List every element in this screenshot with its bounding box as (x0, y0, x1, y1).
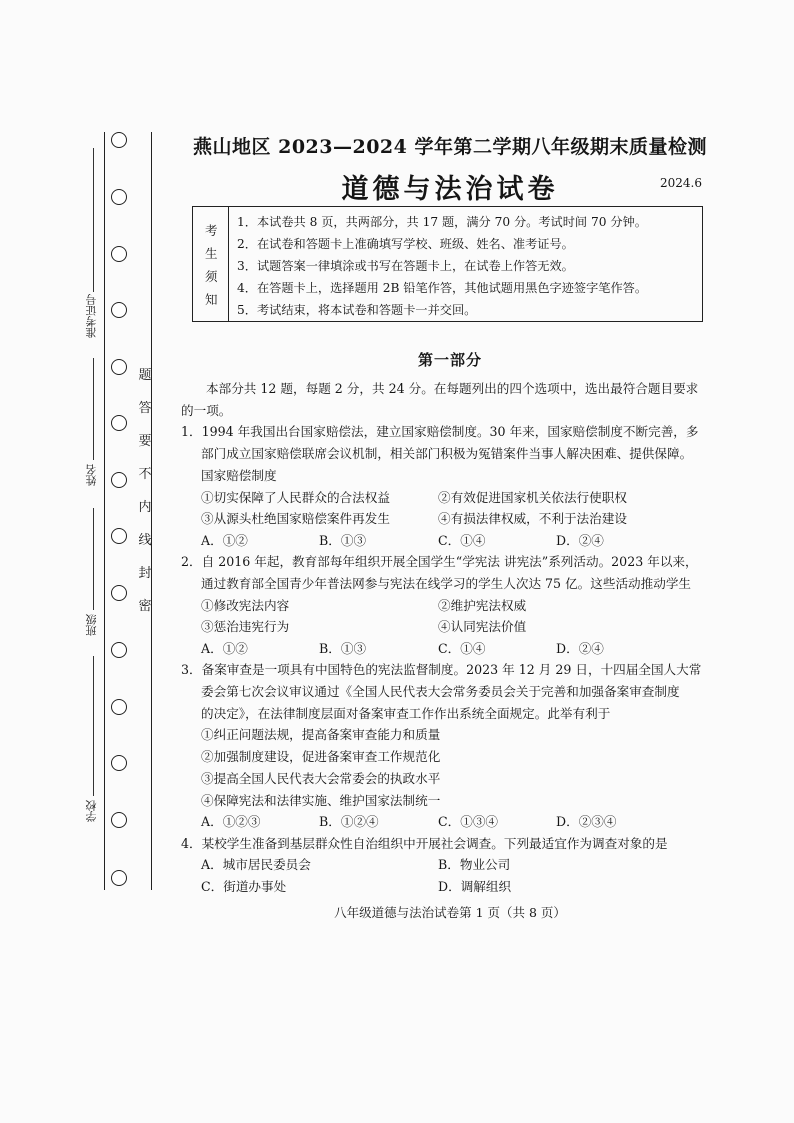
q1-stem: 1．1994 年我国出台国家赔偿法，建立国家赔偿制度。30 年来，国家赔偿制度不断完善，多 (181, 424, 699, 439)
binding-hole-icon (111, 132, 127, 148)
binding-hole-icon (111, 812, 127, 828)
candidate-notice-box (192, 206, 703, 322)
q2-stem: 通过教育部全国青少年普法网参与宪法在线学习的学生人次达 75 亿。这些活动推动学生 (201, 576, 692, 591)
q3-option-b[interactable]: B．①②④ (319, 814, 379, 829)
q3-statement: ①纠正问题法规，提高备案审查能力和质量 (201, 727, 441, 742)
label-exam-number: 准考证号 (85, 294, 98, 338)
notice-item: 1．本试卷共 8 页，共两部分，共 17 题，满分 70 分。考试时间 70 分钟。 (237, 215, 647, 229)
binding-hole-icon (111, 472, 127, 488)
notice-label-char: 考 (205, 223, 218, 238)
q1-option-d[interactable]: D．②④ (556, 533, 604, 548)
q2-stem: 2．自 2016 年起，教育部每年组织开展全国学生“学宪法 讲宪法”系列活动。2023 年以来， (181, 554, 698, 569)
notice-label-char: 知 (205, 292, 218, 307)
q3-option-c[interactable]: C．①③④ (438, 814, 499, 829)
q2-statement: ③惩治违宪行为 (201, 619, 290, 634)
q3-stem: 的决定》，在法律制度层面对备案审查工作作出系统全面规定。此举有利于 (201, 706, 611, 721)
notice-label-char: 生 (205, 246, 218, 261)
binding-hole-icon (111, 359, 127, 375)
binding-hole-icon (111, 642, 127, 658)
q3-statement: ③提高全国人民代表大会常委会的执政水平 (201, 771, 441, 786)
notice-item: 5．考试结束，将本试卷和答题卡一并交回。 (237, 303, 477, 317)
q3-stem: 委会第七次会议审议通过《全国人民代表大会常务委员会关于完善和加强备案审查制度 (201, 684, 680, 699)
fill-line-school[interactable] (93, 656, 94, 796)
binding-line-left (104, 132, 105, 890)
q1-option-c[interactable]: C．①④ (438, 533, 486, 548)
q1-option-a[interactable]: A．①② (201, 533, 248, 548)
seal-char: 不 (138, 467, 152, 482)
q3-option-a[interactable]: A．①②③ (201, 814, 261, 829)
part-title: 第一部分 (417, 351, 482, 369)
q1-stem: 国家赔偿制度 (201, 468, 277, 483)
binding-hole-icon (111, 189, 127, 205)
binding-hole-icon (111, 415, 127, 431)
q2-statement: ④认同宪法价值 (438, 619, 527, 634)
q2-statement: ②维护宪法权威 (438, 598, 527, 613)
exam-title: 燕山地区 2023—2024 学年第二学期八年级期末质量检测 (193, 136, 707, 158)
q2-statement: ①修改宪法内容 (201, 598, 290, 613)
notice-item: 4．在答题卡上，选择题用 2B 铅笔作答，其他试题用黑色字迹签字笔作答。 (237, 281, 648, 295)
seal-char: 答 (138, 401, 152, 416)
notice-label (193, 207, 229, 321)
q2-option-b[interactable]: B．①③ (319, 641, 367, 656)
exam-date: 2024.6 (660, 176, 702, 190)
binding-hole-icon (111, 585, 127, 601)
label-class: 班级 (85, 614, 98, 636)
q4-option-a[interactable]: A．城市居民委员会 (201, 857, 311, 872)
binding-hole-icon (111, 302, 127, 318)
seal-char: 题 (138, 368, 152, 383)
seal-char: 线 (138, 533, 152, 548)
q3-statement: ②加强制度建设，促进备案审查工作规范化 (201, 749, 441, 764)
q1-option-b[interactable]: B．①③ (319, 533, 367, 548)
notice-item: 2．在试卷和答题卡上准确填写学校、班级、姓名、准考证号。 (237, 237, 574, 251)
q3-stem: 3．备案审查是一项具有中国特色的宪法监督制度。2023 年 12 月 29 日，十四届全国人大常 (181, 662, 702, 677)
binding-hole-icon (111, 755, 127, 771)
q4-option-b[interactable]: B．物业公司 (438, 857, 511, 872)
q2-option-a[interactable]: A．①② (201, 641, 248, 656)
notice-list (237, 212, 696, 322)
q1-statement: ③从源头杜绝国家赔偿案件再发生 (201, 511, 390, 526)
fill-line-name[interactable] (93, 358, 94, 460)
notice-label-char: 须 (205, 269, 218, 284)
label-school: 学校 (85, 800, 98, 822)
seal-char: 密 (138, 599, 152, 614)
q4-option-c[interactable]: C．街道办事处 (201, 879, 287, 894)
binding-hole-icon (111, 528, 127, 544)
fill-line-exam-number[interactable] (93, 148, 94, 292)
q1-statement: ④有损法律权威，不利于法治建设 (438, 511, 627, 526)
notice-item: 3．试题答案一律填涂或书写在答题卡上，在试卷上作答无效。 (237, 259, 574, 273)
q4-stem: 4．某校学生准备到基层群众性自治组织中开展社会调查。下列最适宜作为调查对象的是 (181, 836, 668, 851)
q1-stem: 部门成立国家赔偿联席会议机制，相关部门积极为冤错案件当事人解决困难、提供保障。 (201, 446, 693, 461)
part-intro: 本部分共 12 题，每题 2 分，共 24 分。在每题列出的四个选项中，选出最符合题目要求 (206, 381, 699, 396)
q1-statement: ②有效促进国家机关依法行使职权 (438, 490, 627, 505)
q2-option-c[interactable]: C．①④ (438, 641, 486, 656)
binding-hole-icon (111, 870, 127, 886)
seal-char: 要 (138, 434, 152, 449)
seal-char: 内 (138, 500, 152, 515)
fill-line-class[interactable] (93, 508, 94, 610)
q3-statement: ④保障宪法和法律实施、维护国家法制统一 (201, 793, 441, 808)
binding-hole-icon (111, 246, 127, 262)
part-intro: 的一项。 (181, 403, 232, 418)
page-footer: 八年级道德与法治试卷第 1 页（共 8 页） (334, 905, 566, 920)
seal-char: 封 (138, 566, 152, 581)
exam-subtitle: 道德与法治试卷 (341, 174, 559, 205)
q4-option-d[interactable]: D．调解组织 (438, 879, 512, 894)
q2-option-d[interactable]: D．②④ (556, 641, 604, 656)
label-name: 姓名 (85, 464, 98, 486)
q3-option-d[interactable]: D．②③④ (556, 814, 617, 829)
binding-hole-icon (111, 699, 127, 715)
q1-statement: ①切实保障了人民群众的合法权益 (201, 490, 390, 505)
